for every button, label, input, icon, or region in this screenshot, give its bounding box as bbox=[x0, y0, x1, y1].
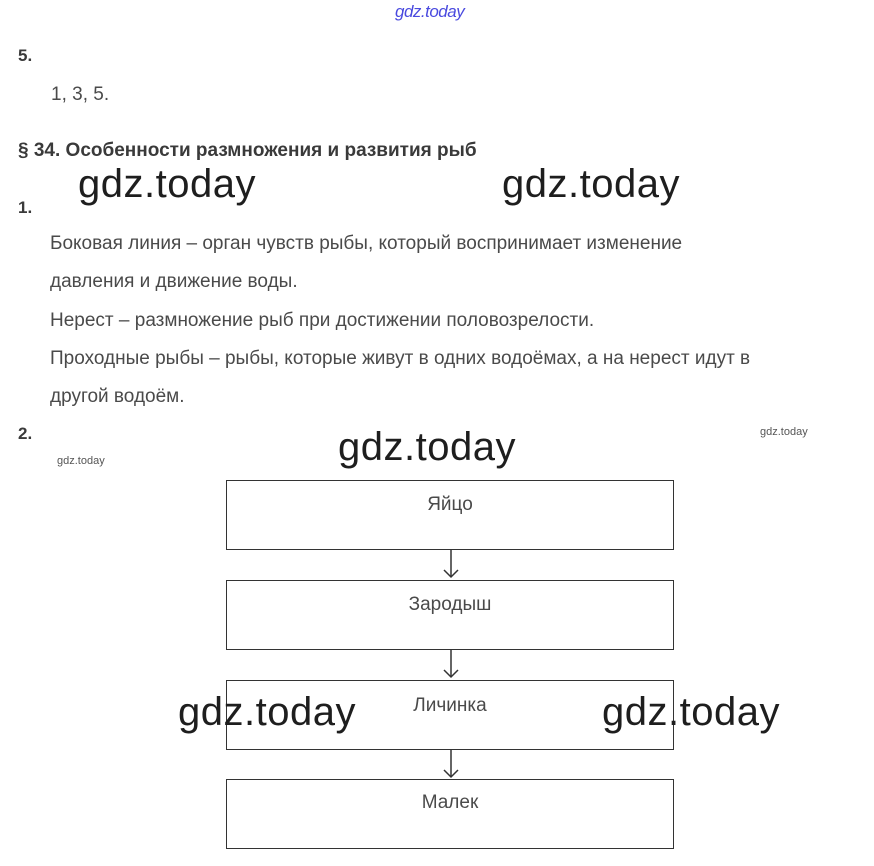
arrow-down-icon bbox=[442, 650, 460, 680]
watermark-large: gdz.today bbox=[178, 690, 356, 734]
task-1-line: другой водоём. bbox=[50, 386, 185, 407]
stage-box-fry bbox=[226, 779, 674, 849]
watermark-large: gdz.today bbox=[78, 162, 256, 206]
task-2-number: 2. bbox=[18, 424, 33, 443]
stage-label-embryo: Зародыш bbox=[408, 594, 492, 615]
task-1-number: 1. bbox=[18, 198, 33, 217]
watermark-small: gdz.today bbox=[760, 426, 808, 438]
task-5-number: 5. bbox=[18, 46, 33, 65]
stage-label-egg: Яйцо bbox=[427, 494, 473, 515]
watermark-large: gdz.today bbox=[502, 162, 680, 206]
task-1-line: Боковая линия – орган чувств рыбы, который воспринимает изменение bbox=[50, 233, 683, 254]
task-1-line: Нерест – размножение рыб при достижении половозрелости. bbox=[50, 310, 595, 331]
watermark-small: gdz.today bbox=[57, 455, 105, 467]
watermark-large: gdz.today bbox=[602, 690, 780, 734]
stage-label-larva: Личинка bbox=[413, 695, 487, 716]
stage-label-fry: Малек bbox=[421, 792, 479, 813]
section-title: § 34. Особенности размножения и развития рыб bbox=[18, 140, 477, 161]
arrow-down-icon bbox=[442, 550, 460, 580]
task-1-line: Проходные рыбы – рыбы, которые живут в одних водоёмах, а на нерест идут в bbox=[50, 348, 751, 369]
task-5-answer: 1, 3, 5. bbox=[51, 84, 110, 105]
watermark-large: gdz.today bbox=[338, 425, 516, 469]
arrow-down-icon bbox=[442, 750, 460, 780]
task-1-line: давления и движение воды. bbox=[50, 271, 298, 292]
watermark-top: gdz.today bbox=[395, 2, 465, 21]
